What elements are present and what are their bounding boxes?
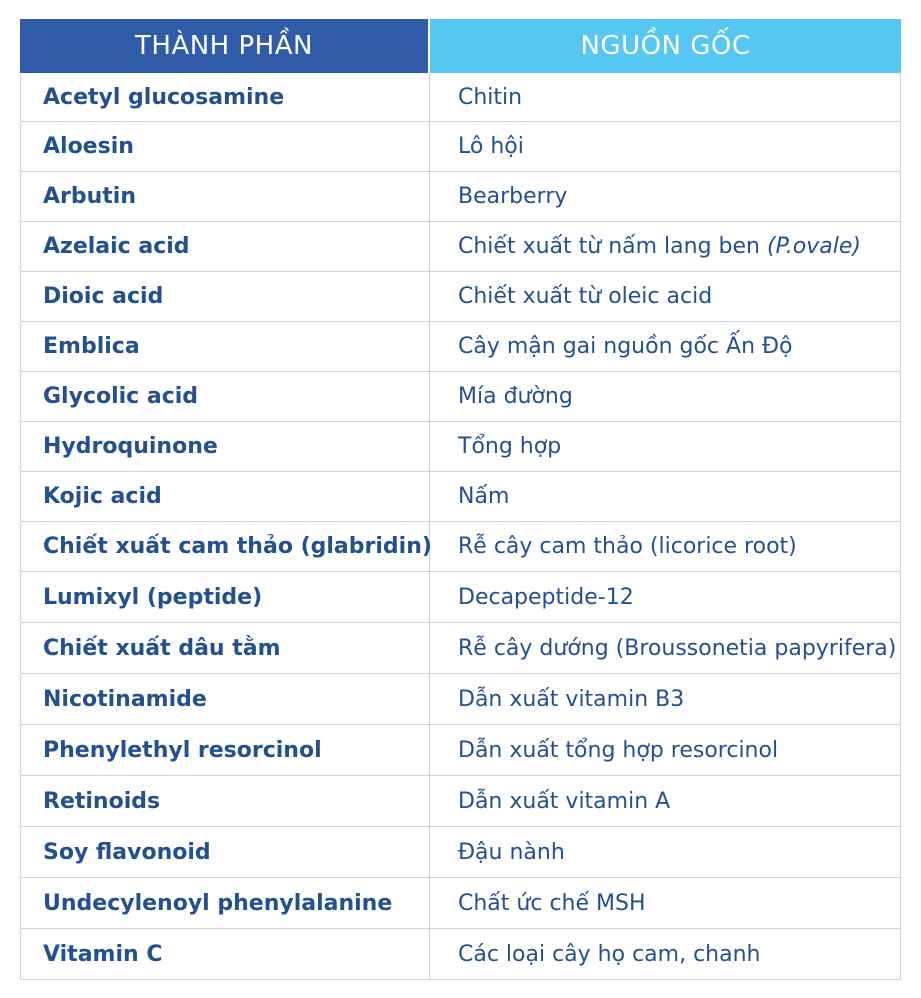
table-body xyxy=(20,73,901,980)
ingredient-source xyxy=(430,674,900,724)
ingredient-name: Chiết xuất dâu tằm xyxy=(21,623,430,673)
source-text: Đậu nành xyxy=(458,839,565,865)
ingredient-name: Nicotinamide xyxy=(21,674,430,724)
ingredient-source xyxy=(430,827,900,877)
table-row xyxy=(21,724,900,775)
ingredient-name: Lumixyl (peptide) xyxy=(21,572,430,622)
source-text: Tổng hợp xyxy=(458,434,562,459)
source-text: Cây mận gai nguồn gốc Ấn Độ xyxy=(458,334,793,359)
ingredient-name: Hydroquinone xyxy=(21,422,430,471)
ingredient-source xyxy=(430,122,900,171)
ingredient-source xyxy=(430,272,900,321)
ingredient-name: Chiết xuất cam thảo (glabridin) xyxy=(21,522,430,571)
source-text: Chiết xuất từ oleic acid xyxy=(458,284,713,309)
table-row xyxy=(21,471,900,521)
table-row xyxy=(21,73,900,121)
ingredient-name: Phenylethyl resorcinol xyxy=(21,725,430,775)
ingredient-source xyxy=(430,725,900,775)
source-text: Dẫn xuất vitamin B3 xyxy=(458,686,685,712)
ingredient-source xyxy=(430,878,900,928)
source-text: Lô hội xyxy=(458,134,524,159)
ingredient-name: Acetyl glucosamine xyxy=(21,73,430,121)
ingredient-source xyxy=(430,422,900,471)
ingredient-source xyxy=(430,623,900,673)
source-text: Dẫn xuất vitamin A xyxy=(458,788,671,814)
ingredient-source xyxy=(430,472,900,521)
source-text: Bearberry xyxy=(458,184,568,209)
ingredient-source xyxy=(430,522,900,571)
ingredient-name: Dioic acid xyxy=(21,272,430,321)
table-row xyxy=(21,877,900,928)
ingredient-source xyxy=(430,222,900,271)
table-row xyxy=(21,221,900,271)
table-row xyxy=(21,571,900,622)
source-text: Chất ức chế MSH xyxy=(458,890,646,916)
table-row xyxy=(21,171,900,221)
source-text: Mía đường xyxy=(458,384,573,409)
ingredient-name: Retinoids xyxy=(21,776,430,826)
table-row xyxy=(21,321,900,371)
table-header xyxy=(20,19,901,73)
ingredient-name: Vitamin C xyxy=(21,929,430,979)
ingredient-source xyxy=(430,322,900,371)
source-italic-text: (P.ovale) xyxy=(766,234,861,259)
table-row xyxy=(21,775,900,826)
ingredient-name: Emblica xyxy=(21,322,430,371)
ingredient-name: Kojic acid xyxy=(21,472,430,521)
ingredient-source xyxy=(430,372,900,421)
table-row xyxy=(21,928,900,979)
source-text: Rễ cây cam thảo (licorice root) xyxy=(458,534,797,559)
table-row xyxy=(21,271,900,321)
header-source: NGUỒN GỐC xyxy=(430,19,901,73)
table-row xyxy=(21,421,900,471)
table-row xyxy=(21,371,900,421)
ingredient-name: Arbutin xyxy=(21,172,430,221)
table-row xyxy=(21,622,900,673)
table-row xyxy=(21,826,900,877)
ingredient-name: Aloesin xyxy=(21,122,430,171)
table-row xyxy=(21,121,900,171)
ingredient-table xyxy=(20,19,901,980)
source-text: Decapeptide-12 xyxy=(458,584,634,610)
header-ingredient: THÀNH PHẦN xyxy=(20,19,430,73)
table-row xyxy=(21,521,900,571)
ingredient-name: Soy flavonoid xyxy=(21,827,430,877)
source-text: Chiết xuất từ nấm lang ben xyxy=(458,234,767,259)
source-text: Rễ cây dướng (Broussonetia papyrifera) xyxy=(458,635,897,661)
ingredient-name: Glycolic acid xyxy=(21,372,430,421)
source-text: Dẫn xuất tổng hợp resorcinol xyxy=(458,737,779,763)
ingredient-source xyxy=(430,572,900,622)
table-row xyxy=(21,673,900,724)
ingredient-source xyxy=(430,929,900,979)
ingredient-source xyxy=(430,776,900,826)
ingredient-source xyxy=(430,73,900,121)
ingredient-name: Azelaic acid xyxy=(21,222,430,271)
source-text: Chitin xyxy=(458,84,523,110)
ingredient-source xyxy=(430,172,900,221)
ingredient-name: Undecylenoyl phenylalanine xyxy=(21,878,430,928)
source-text: Nấm xyxy=(458,484,510,509)
source-text: Các loại cây họ cam, chanh xyxy=(458,941,761,967)
